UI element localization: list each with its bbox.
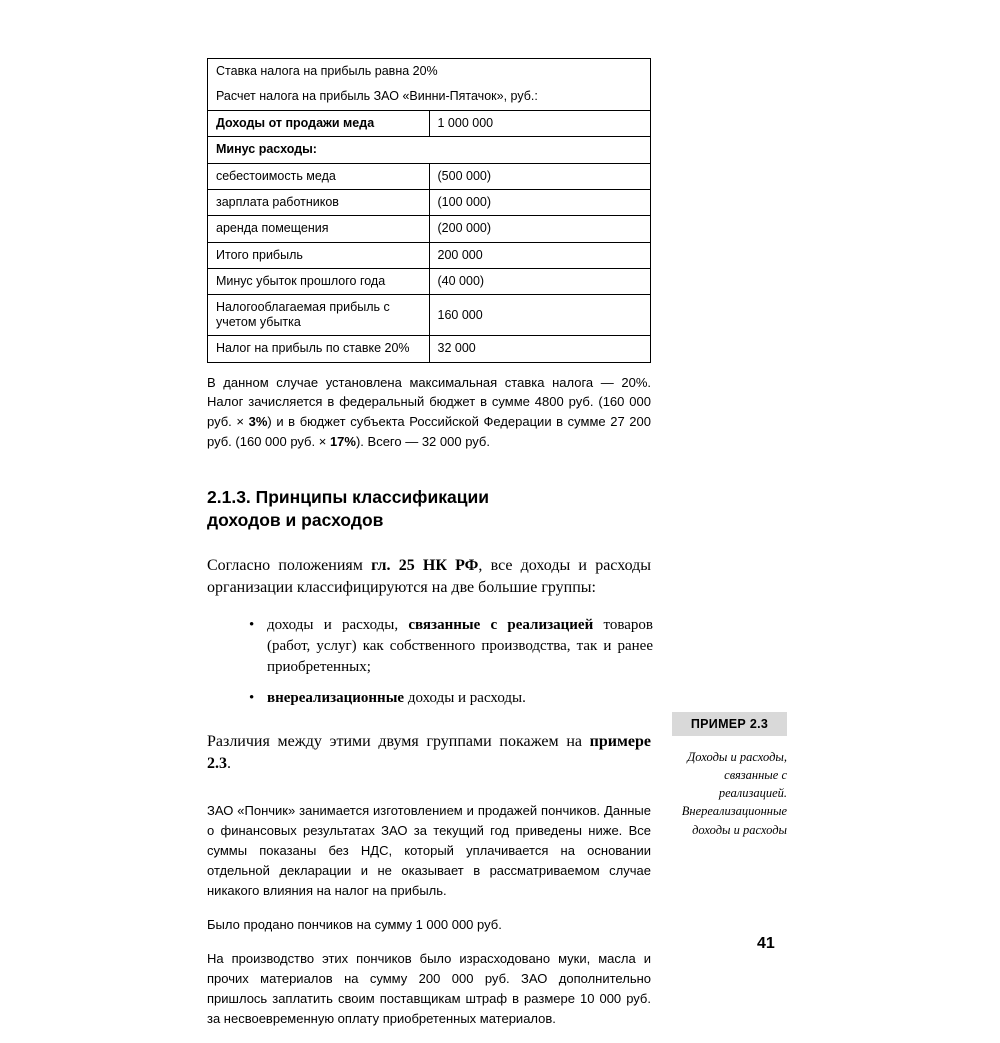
row-value: 32 000: [429, 336, 651, 362]
row-label: себестоимость меда: [208, 163, 430, 189]
table-row: [208, 59, 651, 85]
after-table-bold1: 3%: [248, 414, 268, 429]
bullet-1-bold: связанные с реализацией: [408, 616, 594, 633]
row-label: Минус расходы:: [208, 137, 651, 163]
row-label: зарплата работников: [208, 189, 430, 215]
table-row: [208, 216, 651, 242]
table-header-line1: Ставка налога на прибыль равна 20%: [208, 59, 651, 85]
example-paragraph-2: Было продано пончиков на сумму 1 000 000 руб.: [207, 917, 502, 933]
list-item: [253, 688, 653, 709]
after-table-part3: ). Всего — 32 000 руб.: [355, 433, 490, 449]
difference-paragraph: [207, 731, 651, 775]
sidenote-block: [672, 712, 787, 839]
sidenote-caption: Доходы и расходы, связанные с реализацией. Внереализационные доходы и расходы: [681, 750, 787, 837]
row-label: Итого прибыль: [208, 242, 430, 268]
page-content: [207, 58, 807, 1043]
intro-bold-reference: гл. 25 НК РФ: [371, 556, 479, 574]
table-row: [208, 137, 651, 163]
table-row: [208, 163, 651, 189]
example-paragraph-3: На производство этих пончиков было израсходовано муки, масла и прочих материалов на сумму 200 000 руб. ЗАО дополнительно пришлось заплатить своим поставщикам штраф в размере 10 000 руб. за несвоевременную оплату приобретенных материалов.: [207, 951, 651, 1027]
row-value: 1 000 000: [429, 110, 651, 136]
after-table-part1: В данном случае установлена максимальная ставка налога — 20%. Налог зачисляется в федеральный бюджет в сумме 4800 руб. (160 000 руб. ×: [207, 374, 651, 429]
classification-list: [207, 615, 653, 709]
table-row: [208, 269, 651, 295]
section-heading: [207, 486, 651, 533]
table-row: [208, 189, 651, 215]
example-text-block: [207, 801, 651, 1029]
row-value: (40 000): [429, 269, 651, 295]
bullet-1-part2: товаров (работ, услуг) как собственного производства, так и ранее приобретенных;: [267, 616, 653, 675]
bullet-2-part2: доходы и расходы.: [404, 689, 526, 706]
after-table-paragraph: [207, 373, 651, 452]
table-row: [208, 84, 651, 110]
after-table-bold2: 17%: [329, 433, 356, 449]
difference-part1: Различия между этими двумя группами покажем на: [207, 732, 590, 750]
after-table-part2: ) и в бюджет субъекта Российской Федерации в сумме 27 200 руб. (160 000 руб. ×: [207, 414, 651, 449]
list-item: [253, 615, 653, 678]
intro-paragraph: [207, 555, 651, 599]
section-heading-line1: 2.1.3. Принципы классификации: [207, 486, 490, 507]
row-label: Доходы от продажи меда: [208, 110, 430, 136]
row-value: (200 000): [429, 216, 651, 242]
row-label: аренда помещения: [208, 216, 430, 242]
section-heading-line2: доходов и расходов: [207, 510, 384, 531]
table-row: [208, 336, 651, 362]
row-label: Налогооблагаемая прибыль с учетом убытка: [208, 295, 430, 336]
bullet-1-part1: доходы и расходы,: [267, 616, 409, 633]
row-value: (500 000): [429, 163, 651, 189]
row-label: Налог на прибыль по ставке 20%: [208, 336, 430, 362]
table-row: [208, 242, 651, 268]
row-label: Минус убыток прошлого года: [208, 269, 430, 295]
difference-part2: .: [227, 754, 231, 772]
table-header-line2: Расчет налога на прибыль ЗАО «Винни-Пятачок», руб.:: [208, 84, 651, 110]
bullet-2-bold: внереализационные: [267, 689, 405, 706]
difference-bold: примере 2.3: [207, 732, 651, 772]
intro-part1: Согласно положениям: [207, 556, 372, 574]
table-row: [208, 295, 651, 336]
row-value: 200 000: [429, 242, 651, 268]
row-value: 160 000: [429, 295, 651, 336]
row-value: (100 000): [429, 189, 651, 215]
profit-tax-calculation-table: [207, 58, 651, 363]
example-paragraph-1: ЗАО «Пончик» занимается изготовлением и продажей пончиков. Данные о финансовых результатах ЗАО за текущий год приведены ниже. Все суммы показаны без НДС, который уплачивается на основании отдельной декларации и не оказывает в рассматриваемом случае никакого влияния на налог на прибыль.: [207, 803, 651, 899]
intro-part2: , все доходы и расходы организации классифицируются на две большие группы:: [207, 556, 652, 596]
table-row: [208, 110, 651, 136]
page-number: 41: [757, 935, 775, 952]
status-badge: ПРИМЕР 2.3: [672, 712, 787, 736]
